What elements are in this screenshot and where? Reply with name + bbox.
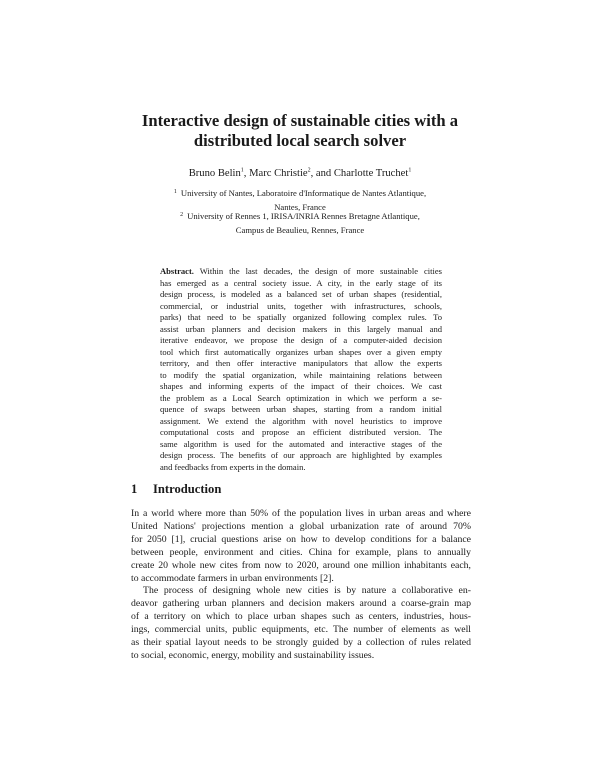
body-line: ings, commercial units, public equipments, etc. The number of elements as well: [131, 623, 471, 635]
body-line: to social, economic, energy, mobility and sustainability issues.: [131, 649, 375, 661]
abstract-label: Abstract.: [160, 266, 194, 276]
abstract-line: assist urban planners and decision makers in this largely manual and: [160, 323, 442, 334]
section-number: 1: [131, 482, 138, 496]
body-line: The process of designing whole new cities is by nature a collaborative en-: [143, 585, 471, 596]
affiliation-number: 1: [173, 189, 177, 195]
paper-title: [100, 111, 500, 151]
section-title: Introduction: [153, 482, 222, 496]
body-line: of a territory on which to place urban shapes such as centers, industries, hous-: [131, 610, 471, 622]
abstract-line: and feedbacks from experts in the domain.: [160, 461, 306, 472]
author-name: Bruno Belin: [188, 168, 241, 179]
affiliation-number: 2: [180, 212, 184, 218]
abstract-line: computational costs and propose an efficient distributed version. The: [160, 427, 442, 437]
abstract-line: territory, and then offer interactive manipulators that allow the experts: [160, 358, 442, 368]
body-line: to accommodate farmers in urban environments [2].: [131, 572, 334, 584]
affiliation-marker: 2: [307, 167, 311, 174]
body-line: United Nations' projections mention a global urbanization rate of around 70%: [131, 520, 471, 532]
title-line-2: distributed local search solver: [193, 131, 407, 150]
body-line: as their spatial layout needs to be strongly guided by a collection of rules related: [131, 636, 471, 648]
body-line: deavor gathering urban planners and decision makers around a coarse-grain map: [131, 597, 471, 609]
abstract-line: tool which first automatically organizes urban shapes over a given empty: [160, 346, 442, 357]
abstract-line: commercial, or industrial units, together with infrastructures, schools,: [160, 300, 442, 311]
author-list: [100, 167, 500, 181]
body-paragraph-1: [131, 508, 471, 585]
abstract-line: same algorithm is used for the automated and interactive stages of the: [160, 438, 442, 449]
abstract-line: the problem as a Local Search optimization in which we perform a se-: [160, 392, 442, 403]
author-name: , Marc Christie: [243, 168, 308, 179]
abstract-line: quence of swaps between urban shapes, starting from a random initial: [160, 404, 442, 414]
affiliation-marker: 1: [240, 167, 244, 174]
affiliation-text: Nantes, France: [274, 201, 326, 212]
affiliation-2: [100, 211, 500, 236]
body-line: between people, environment and cities. China for example, plans to annually: [131, 546, 471, 558]
section-heading: [131, 482, 221, 497]
body-line: for 2050 [1], crucial questions arise on how to develop conditions for a balance: [131, 533, 471, 545]
author-name: , and Charlotte Truchet: [310, 168, 409, 179]
body-line: In a world where more than 50% of the population lives in urban areas and where: [131, 508, 471, 519]
affiliation-text: University of Rennes 1, IRISA/INRIA Rennes Bretagne Atlantique,: [187, 211, 420, 221]
body-paragraph-2: [131, 585, 471, 662]
abstract-line: design process, is modeled as a balanced set of urban shapes (residential,: [160, 289, 442, 299]
abstract-line: to modify the spatial organization, while maintaining relations between: [160, 369, 442, 380]
abstract-line: iterative endeavor, we propose the design of a computer-aided decision: [160, 335, 442, 345]
abstract-line: shapes and informing experts of the impact of their choices. We cast: [160, 381, 442, 391]
affiliation-text: Campus de Beaulieu, Rennes, France: [235, 224, 365, 235]
abstract-line: design process. The benefits of our approach are highlighted by examples: [160, 450, 442, 460]
abstract-line: has emerged as a central society issue. A city, in the early stage of its: [160, 277, 442, 288]
abstract: [160, 266, 442, 473]
abstract-line: Within the last decades, the design of more sustainable cities: [199, 266, 443, 276]
abstract-line: parks) that need to be spatially organized following complex rules. To: [160, 312, 442, 322]
affiliation-text: University of Nantes, Laboratoire d'Informatique de Nantes Atlantique,: [180, 188, 427, 198]
title-line-1: Interactive design of sustainable cities with a: [141, 111, 459, 130]
affiliation-marker: 1: [408, 167, 412, 174]
affiliation-1: [100, 188, 500, 213]
abstract-line: assignment. We extend the algorithm with novel heuristics to improve: [160, 415, 442, 426]
body-line: create 20 whole new cites from now to 2020, around one million inhabitants each,: [131, 559, 471, 571]
